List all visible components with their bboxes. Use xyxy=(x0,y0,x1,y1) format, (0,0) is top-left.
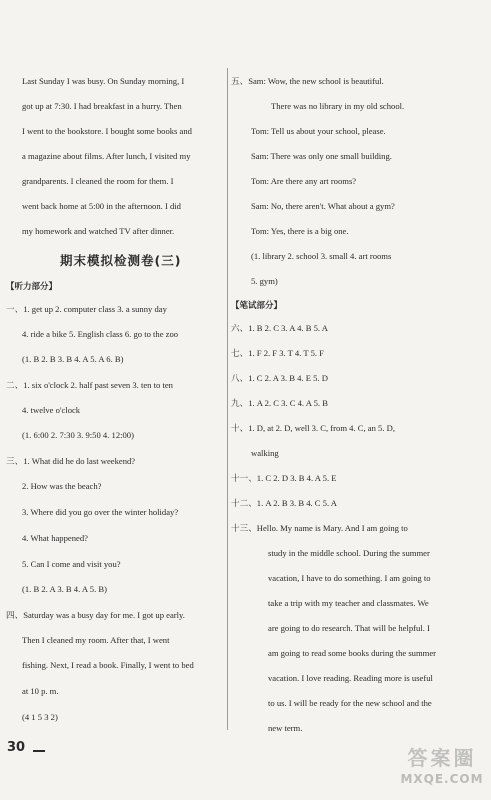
dialogue-line: Sam: No, there aren't. What about a gym? xyxy=(251,201,395,211)
answer-line: 十一、1. C 2. D 3. B 4. A 5. E xyxy=(231,473,337,483)
listening-section-header: 【听力部分】 xyxy=(6,282,58,292)
answer-line: 十二、1. A 2. B 3. B 4. C 5. A xyxy=(231,498,338,508)
answer-line: 十、1. D, at 2. D, well 3. C, from 4. C, an 5. D, xyxy=(231,423,395,433)
passage-line: a magazine about films. After lunch, I visited my xyxy=(22,151,191,161)
answer-line: 八、1. C 2. A 3. B 4. E 5. D xyxy=(231,373,328,383)
answer-line: to us. I will be ready for the new school and the xyxy=(268,698,432,708)
passage-line: went back home at 5:00 in the afternoon. I did xyxy=(22,201,181,211)
passage-line: my homework and watched TV after dinner. xyxy=(22,226,175,236)
passage-line: grandparents. I cleaned the room for them. I xyxy=(22,176,174,186)
dialogue-line: (1. library 2. school 3. small 4. art rooms xyxy=(251,251,392,261)
answer-line: at 10 p. m. xyxy=(22,686,59,696)
dialogue-line: There was no library in my old school. xyxy=(271,101,405,111)
answer-line: study in the middle school. During the summer xyxy=(268,548,430,558)
answer-line: (1. B 2. B 3. B 4. A 5. A 6. B) xyxy=(22,354,124,364)
answer-line: am going to read some books during the summer xyxy=(268,648,437,658)
answer-line: 十三、Hello. My name is Mary. And I am going to xyxy=(231,523,408,533)
dialogue-line: 5. gym) xyxy=(251,276,278,286)
page-number: 30 xyxy=(7,740,26,755)
answer-line: 3. Where did you go over the winter holiday? xyxy=(22,507,179,517)
answer-line: 九、1. A 2. C 3. C 4. A 5. B xyxy=(231,398,328,408)
answer-line: take a trip with my teacher and classmates. We xyxy=(268,598,429,608)
answer-line: new term. xyxy=(268,723,303,733)
watermark-title: 答案圈 xyxy=(407,746,477,770)
passage-line: I went to the bookstore. I bought some books and xyxy=(22,126,192,136)
dialogue-line: Tom: Yes, there is a big one. xyxy=(251,226,349,236)
watermark-url: MXQE.COM xyxy=(400,772,484,786)
answer-line: (1. B 2. A 3. B 4. A 5. B) xyxy=(22,584,107,594)
answer-line: 二、1. six o'clock 2. half past seven 3. ten to ten xyxy=(6,380,173,390)
watermark-logo xyxy=(396,742,488,796)
passage-line: Last Sunday I was busy. On Sunday morning, I xyxy=(22,76,185,86)
answer-line: 4. ride a bike 5. English class 6. go to the zoo xyxy=(22,329,179,339)
answer-line: 4. What happened? xyxy=(22,533,88,543)
answer-line: 一、1. get up 2. computer class 3. a sunny day xyxy=(6,304,167,314)
answer-line: Then I cleaned my room. After that, I went xyxy=(22,635,170,645)
exam-title: 期末模拟检测卷(三) xyxy=(60,253,182,268)
answer-line: (4 1 5 3 2) xyxy=(22,712,58,722)
answer-line: 4. twelve o'clock xyxy=(22,405,81,415)
answer-line: vacation, I have to do something. I am going to xyxy=(268,573,431,583)
answer-line: 三、1. What did he do last weekend? xyxy=(6,456,136,466)
answer-line: 七、1. F 2. F 3. T 4. T 5. F xyxy=(231,348,324,358)
answer-line: 四、Saturday was a busy day for me. I got up early. xyxy=(6,610,185,620)
answer-line: fishing. Next, I read a book. Finally, I went to bed xyxy=(22,660,194,670)
dialogue-line: 五、Sam: Wow, the new school is beautiful. xyxy=(231,76,384,86)
column-divider xyxy=(227,68,228,730)
answer-line: (1. 6:00 2. 7:30 3. 9:50 4. 12:00) xyxy=(22,430,134,440)
answer-line: 5. Can I come and visit you? xyxy=(22,559,121,569)
answer-line: vacation. I love reading. Reading more is useful xyxy=(268,673,433,683)
dialogue-line: Sam: There was only one small building. xyxy=(251,151,392,161)
dialogue-line: Tom: Are there any art rooms? xyxy=(251,176,357,186)
answer-line: walking xyxy=(251,448,279,458)
answer-line: 2. How was the beach? xyxy=(22,481,102,491)
answer-line: are going to do research. That will be helpful. I xyxy=(268,623,430,633)
writing-section-header: 【笔试部分】 xyxy=(231,301,283,311)
passage-line: got up at 7:30. I had breakfast in a hurry. Then xyxy=(22,101,182,111)
dialogue-line: Tom: Tell us about your school, please. xyxy=(251,126,386,136)
answer-line: 六、1. B 2. C 3. A 4. B 5. A xyxy=(231,323,328,333)
page-number-rule xyxy=(33,750,45,752)
